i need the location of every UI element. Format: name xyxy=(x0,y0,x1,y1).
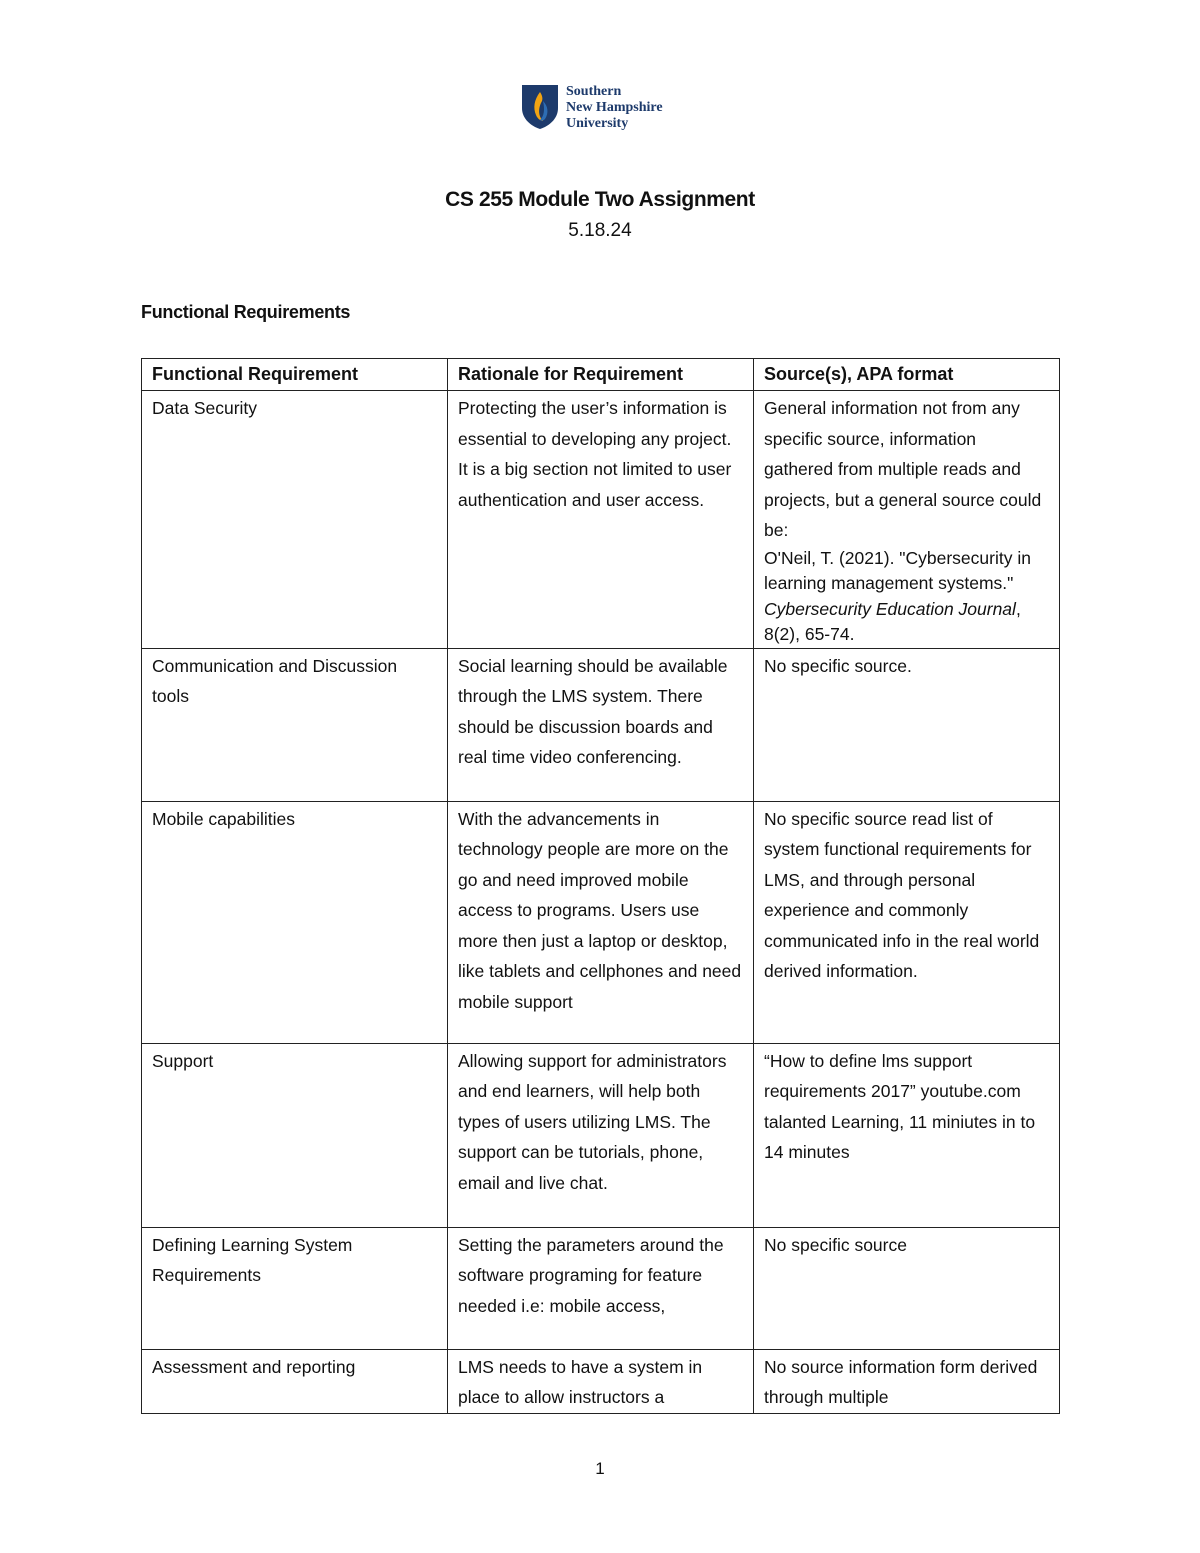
source-text: General information not from any specific source, information gathered from multiple reads and projects, but a general source could be: xyxy=(764,398,1042,540)
logo-line-1: Southern xyxy=(566,84,622,99)
requirement-cell: Defining Learning System Requirements xyxy=(142,1227,448,1349)
source-cell: No specific source xyxy=(754,1227,1060,1349)
source-cell: No source information form derived through multiple xyxy=(754,1349,1060,1413)
requirement-cell: Support xyxy=(142,1043,448,1227)
logo-line-2: New Hampshire xyxy=(566,100,663,115)
table-header-row xyxy=(142,359,1060,391)
logo-wordmark xyxy=(566,84,663,132)
requirement-cell: Mobile capabilities xyxy=(142,801,448,1043)
source-cell: No specific source. xyxy=(754,648,1060,801)
requirement-cell: Assessment and reporting xyxy=(142,1349,448,1413)
source-cell: No specific source read list of system functional requirements for LMS, and through personal experience and commonly communicated info in the real world derived information. xyxy=(754,801,1060,1043)
apa-citation xyxy=(764,546,1049,648)
table-row xyxy=(142,648,1060,801)
requirements-table xyxy=(141,358,1060,1414)
document-title: CS 255 Module Two Assignment xyxy=(445,188,755,211)
logo-line-3: University xyxy=(566,116,629,131)
citation-suffix: , 8(2), 65-74. xyxy=(764,598,1021,644)
header-source: Source(s), APA format xyxy=(754,359,1060,391)
document-date: 5.18.24 xyxy=(568,220,632,241)
rationale-cell: Social learning should be available through the LMS system. There should be discussion boards and real time video conferencing. xyxy=(448,648,754,801)
requirement-cell: Data Security xyxy=(142,391,448,649)
table-row xyxy=(142,1043,1060,1227)
section-heading: Functional Requirements xyxy=(141,302,351,322)
citation-journal: Cybersecurity Education Journal xyxy=(764,598,1016,619)
rationale-cell: Allowing support for administrators and end learners, will help both types of users utilizing LMS. The support can be tutorials, phone, email and live chat. xyxy=(448,1043,754,1227)
page-number: 1 xyxy=(595,1459,605,1478)
rationale-cell: LMS needs to have a system in place to allow instructors a xyxy=(448,1349,754,1413)
rationale-cell: Protecting the user’s information is essential to developing any project. It is a big section not limited to user authentication and user access. xyxy=(448,391,754,649)
table-row xyxy=(142,391,1060,649)
source-cell xyxy=(754,391,1060,649)
citation-prefix: O'Neil, T. (2021). "Cybersecurity in learning management systems." xyxy=(764,547,1031,593)
shield-flame-icon xyxy=(521,84,559,130)
requirement-cell: Communication and Discussion tools xyxy=(142,648,448,801)
rationale-cell: With the advancements in technology people are more on the go and need improved mobile access to programs. Users use more then just a laptop or desktop, like tablets and cellphones and need mobile support xyxy=(448,801,754,1043)
table-row xyxy=(142,1349,1060,1413)
source-cell: “How to define lms support requirements 2017” youtube.com talanted Learning, 11 miniutes in to 14 minutes xyxy=(754,1043,1060,1227)
university-logo xyxy=(521,84,663,132)
table-row xyxy=(142,1227,1060,1349)
table-row xyxy=(142,801,1060,1043)
header-requirement: Functional Requirement xyxy=(142,359,448,391)
rationale-cell: Setting the parameters around the software programing for feature needed i.e: mobile access, xyxy=(448,1227,754,1349)
header-rationale: Rationale for Requirement xyxy=(448,359,754,391)
